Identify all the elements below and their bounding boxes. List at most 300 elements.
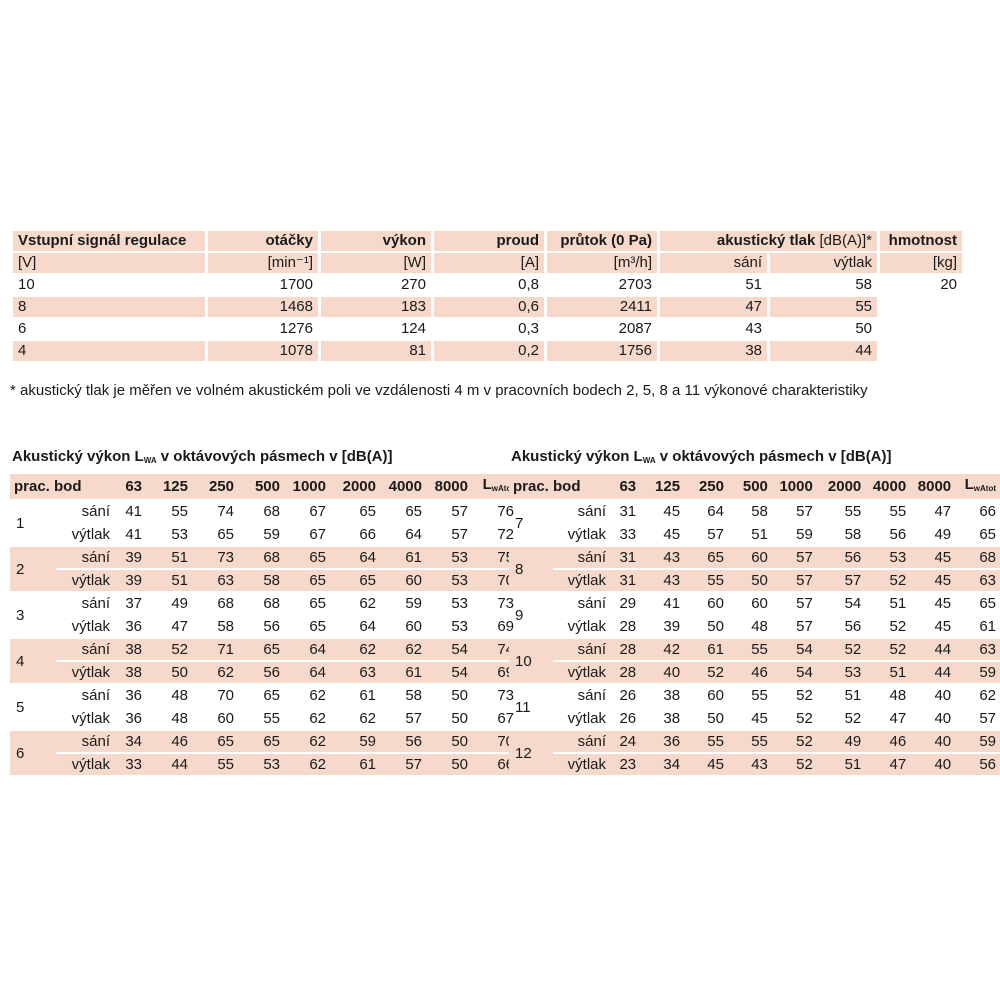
band-value: 62 — [217, 664, 234, 681]
cell-signal: 6 — [18, 320, 27, 337]
band-value: 62 — [359, 641, 376, 658]
cell-current: 0,6 — [434, 297, 544, 317]
band-value: 55 — [751, 687, 768, 704]
header-band: 4000 — [872, 478, 907, 495]
band-value: 46 — [751, 664, 768, 681]
suction-label: sání — [577, 595, 606, 612]
band-value: 61 — [405, 549, 422, 566]
header-flow: průtok (0 Pa) — [560, 232, 652, 249]
cell-rpm: 1700 — [279, 276, 313, 293]
footnote: * akustický tlak je měřen ve volném akustickém poli ve vzdálenosti 4 m v pracovních bodech 2, 5, 8 a 11 výkonové charakteristiky — [10, 382, 868, 399]
band-value: 55 — [707, 572, 724, 589]
table-row — [509, 685, 1000, 706]
total-value: 65 — [979, 595, 996, 612]
acoustic-title-left — [12, 448, 393, 465]
band-value: 61 — [359, 687, 376, 704]
header-sound-pressure-label: akustický tlak — [716, 232, 816, 249]
work-point-number: 5 — [16, 698, 25, 716]
band-value: 51 — [751, 526, 768, 543]
band-value: 66 — [359, 526, 376, 543]
band-value: 39 — [663, 618, 681, 635]
discharge-label: výtlak — [567, 710, 606, 727]
title-text: Akustický výkon L — [12, 448, 144, 465]
band-value: 65 — [359, 503, 376, 520]
work-point-number: 8 — [515, 560, 524, 578]
header-work-point: prac. bod — [513, 478, 581, 495]
band-value: 53 — [171, 526, 188, 543]
band-value: 73 — [217, 549, 234, 566]
band-value: 65 — [217, 733, 234, 750]
band-value: 54 — [844, 595, 862, 612]
band-value: 60 — [751, 549, 768, 566]
band-value: 40 — [663, 664, 681, 681]
acoustic-header-row — [509, 474, 1000, 499]
suction-label: sání — [81, 503, 110, 520]
band-value: 74 — [217, 503, 234, 520]
band-value: 26 — [619, 687, 637, 704]
band-value: 51 — [889, 664, 907, 681]
suction-label: sání — [81, 549, 110, 566]
band-value: 40 — [934, 710, 952, 727]
band-value: 43 — [663, 572, 681, 589]
table-row — [509, 593, 1000, 614]
total-value: 73 — [497, 595, 514, 612]
cell-rpm: 1078 — [208, 341, 318, 361]
title-text: Akustický výkon L — [511, 448, 643, 465]
acoustic-table-left — [10, 472, 518, 777]
band-value: 62 — [359, 595, 376, 612]
total-label: L — [964, 476, 974, 493]
cell-signal: 10 — [18, 276, 35, 293]
discharge-label: výtlak — [71, 526, 110, 543]
suction-label: sání — [577, 641, 606, 658]
unit-rpm: [min⁻¹] — [267, 254, 313, 271]
total-value: 68 — [979, 549, 996, 566]
band-value: 52 — [889, 618, 907, 635]
total-value: 73 — [497, 687, 514, 704]
total-value: 59 — [979, 733, 996, 750]
band-value: 70 — [217, 687, 234, 704]
band-value: 24 — [619, 733, 637, 750]
band-value: 65 — [263, 641, 280, 658]
band-value: 50 — [707, 710, 724, 727]
band-value: 47 — [934, 503, 952, 520]
table-row — [10, 708, 518, 729]
band-value: 65 — [309, 595, 326, 612]
band-value: 65 — [309, 572, 326, 589]
band-value: 52 — [796, 687, 813, 704]
header-band: 250 — [698, 478, 724, 495]
discharge-label: výtlak — [71, 618, 110, 635]
header-band: 63 — [125, 478, 142, 495]
unit-current: [A] — [520, 254, 539, 271]
band-value: 45 — [934, 572, 952, 589]
cell-signal: 8 — [13, 297, 205, 317]
band-value: 48 — [751, 618, 768, 635]
band-value: 60 — [405, 572, 422, 589]
header-band: 250 — [208, 478, 234, 495]
band-value: 60 — [217, 710, 234, 727]
total-value: 62 — [979, 687, 996, 704]
band-value: 53 — [451, 572, 468, 589]
suction-label: sání — [81, 687, 110, 704]
band-value: 50 — [451, 687, 468, 704]
cell-suction: 38 — [660, 341, 767, 361]
band-value: 61 — [405, 664, 422, 681]
cell-power: 124 — [400, 320, 426, 337]
band-value: 55 — [751, 641, 768, 658]
band-value: 45 — [663, 503, 681, 520]
cell-current: 0,8 — [518, 276, 539, 293]
band-value: 52 — [707, 664, 724, 681]
total-value: 72 — [497, 526, 514, 543]
discharge-label: výtlak — [567, 572, 606, 589]
band-value: 53 — [263, 756, 280, 773]
band-value: 45 — [934, 595, 952, 612]
header-band: 2000 — [827, 478, 862, 495]
band-value: 65 — [309, 618, 326, 635]
suction-label: sání — [577, 549, 606, 566]
cell-discharge: 44 — [770, 341, 877, 361]
cell-weight — [880, 341, 962, 361]
table-row — [10, 731, 518, 752]
band-value: 62 — [309, 687, 326, 704]
band-value: 65 — [359, 572, 376, 589]
band-value: 50 — [707, 618, 724, 635]
band-value: 50 — [451, 733, 468, 750]
band-value: 62 — [309, 733, 326, 750]
band-value: 40 — [934, 756, 952, 773]
cell-suction: 47 — [660, 297, 767, 317]
band-value: 57 — [796, 572, 813, 589]
band-value: 29 — [619, 595, 637, 612]
band-value: 39 — [125, 572, 142, 589]
header-power: výkon — [382, 232, 426, 249]
discharge-label: výtlak — [71, 756, 110, 773]
band-value: 71 — [217, 641, 234, 658]
band-value: 57 — [796, 503, 813, 520]
discharge-label: výtlak — [567, 618, 606, 635]
band-value: 46 — [171, 733, 188, 750]
cell-power: 81 — [321, 341, 431, 361]
band-value: 54 — [796, 641, 813, 658]
total-value: 67 — [497, 710, 514, 727]
header-rpm: otáčky — [265, 232, 313, 249]
total-value: 69 — [497, 664, 514, 681]
band-value: 47 — [171, 618, 188, 635]
work-point-number: 1 — [16, 514, 25, 532]
band-value: 31 — [619, 549, 637, 566]
band-value: 64 — [309, 664, 326, 681]
cell-discharge: 55 — [770, 297, 877, 317]
header-band: 500 — [742, 478, 768, 495]
total-label: L — [482, 476, 492, 493]
header-weight: hmotnost — [888, 232, 957, 249]
band-value: 61 — [707, 641, 724, 658]
band-value: 49 — [934, 526, 952, 543]
band-value: 37 — [125, 595, 142, 612]
band-value: 52 — [796, 710, 813, 727]
unit-power: [W] — [403, 254, 426, 271]
work-point-number: 6 — [16, 744, 25, 762]
cell-weight — [880, 297, 962, 317]
table-row — [509, 547, 1000, 568]
table-row — [509, 708, 1000, 729]
band-value: 52 — [796, 756, 813, 773]
band-value: 64 — [405, 526, 422, 543]
band-value: 41 — [125, 526, 142, 543]
band-value: 55 — [751, 733, 768, 750]
band-value: 53 — [451, 595, 468, 612]
band-value: 51 — [171, 572, 188, 589]
band-value: 50 — [751, 572, 768, 589]
table-row — [10, 616, 518, 637]
discharge-label: výtlak — [71, 710, 110, 727]
total-value: 69 — [497, 618, 514, 635]
band-value: 58 — [263, 572, 280, 589]
band-value: 44 — [171, 756, 188, 773]
work-point-number: 3 — [16, 606, 25, 624]
total-value: 61 — [979, 618, 996, 635]
suction-label: sání — [577, 733, 606, 750]
band-value: 53 — [844, 664, 862, 681]
total-value: 75 — [497, 549, 514, 566]
band-value: 61 — [359, 756, 376, 773]
band-value: 67 — [309, 526, 326, 543]
total-value: 63 — [979, 572, 996, 589]
band-value: 50 — [451, 710, 468, 727]
table-row — [509, 662, 1000, 683]
table-row — [509, 524, 1000, 545]
total-value: 66 — [497, 756, 514, 773]
band-value: 38 — [663, 710, 681, 727]
band-value: 68 — [263, 503, 280, 520]
band-value: 49 — [844, 733, 862, 750]
band-value: 51 — [844, 687, 862, 704]
band-value: 64 — [309, 641, 326, 658]
cell-discharge: 50 — [855, 320, 872, 337]
table-row — [10, 754, 518, 775]
band-value: 65 — [263, 687, 280, 704]
band-value: 23 — [619, 756, 637, 773]
cell-power: 183 — [321, 297, 431, 317]
unit-suction: sání — [733, 254, 762, 271]
band-value: 56 — [263, 664, 280, 681]
band-value: 62 — [359, 710, 376, 727]
band-value: 45 — [663, 526, 681, 543]
suction-label: sání — [577, 503, 606, 520]
band-value: 50 — [451, 756, 468, 773]
band-value: 56 — [844, 549, 862, 566]
band-value: 67 — [309, 503, 326, 520]
band-value: 56 — [263, 618, 280, 635]
work-point-number: 11 — [515, 698, 531, 716]
band-value: 56 — [405, 733, 422, 750]
table-row — [509, 616, 1000, 637]
band-value: 36 — [125, 618, 142, 635]
work-point-number: 4 — [16, 652, 25, 670]
table-row — [509, 639, 1000, 660]
unit-signal: [V] — [18, 254, 37, 271]
band-value: 52 — [844, 710, 862, 727]
discharge-label: výtlak — [567, 756, 606, 773]
table-row — [10, 524, 518, 545]
total-label-subscript: wAtot — [973, 484, 996, 493]
table-row — [13, 275, 962, 295]
band-value: 57 — [707, 526, 724, 543]
header-sound-pressure — [660, 231, 877, 251]
band-value: 57 — [451, 503, 468, 520]
acoustic-title-right — [511, 448, 892, 465]
cell-signal: 4 — [13, 341, 205, 361]
header-current: proud — [496, 232, 539, 249]
header-band: 125 — [162, 478, 188, 495]
band-value: 58 — [751, 503, 768, 520]
band-value: 64 — [707, 503, 724, 520]
band-value: 56 — [889, 526, 907, 543]
band-value: 53 — [889, 549, 907, 566]
band-value: 51 — [171, 549, 188, 566]
title-subscript: WA — [143, 456, 157, 465]
title-text-end: v oktávových pásmech v [dB(A)] — [655, 448, 892, 465]
table-row — [509, 731, 1000, 752]
band-value: 59 — [263, 526, 280, 543]
cell-current: 0,2 — [434, 341, 544, 361]
table-row — [13, 319, 962, 339]
band-value: 55 — [707, 733, 724, 750]
band-value: 43 — [663, 549, 681, 566]
band-value: 60 — [751, 595, 768, 612]
cell-power: 270 — [400, 276, 426, 293]
table-row — [509, 754, 1000, 775]
band-value: 54 — [451, 664, 468, 681]
band-value: 63 — [359, 664, 376, 681]
cell-suction: 43 — [745, 320, 762, 337]
band-value: 45 — [934, 618, 952, 635]
suction-label: sání — [81, 733, 110, 750]
band-value: 55 — [263, 710, 280, 727]
band-value: 45 — [934, 549, 952, 566]
band-value: 58 — [405, 687, 422, 704]
header-work-point: prac. bod — [14, 478, 82, 495]
band-value: 57 — [844, 572, 862, 589]
table-row — [10, 547, 518, 568]
band-value: 48 — [889, 687, 907, 704]
header-band: 2000 — [342, 478, 376, 495]
band-value: 57 — [796, 549, 813, 566]
band-value: 44 — [934, 664, 952, 681]
band-value: 28 — [619, 641, 637, 658]
band-value: 28 — [619, 618, 637, 635]
band-value: 26 — [619, 710, 637, 727]
band-value: 39 — [125, 549, 142, 566]
total-value: 66 — [979, 503, 996, 520]
header-band: 63 — [619, 478, 637, 495]
work-point-number: 9 — [515, 606, 524, 624]
band-value: 65 — [263, 733, 280, 750]
total-value: 76 — [497, 503, 514, 520]
header-sound-pressure-unit: [dB(A)]* — [819, 232, 872, 249]
work-point-number: 7 — [515, 514, 524, 532]
band-value: 52 — [889, 572, 907, 589]
band-value: 58 — [217, 618, 234, 635]
band-value: 47 — [889, 756, 907, 773]
discharge-label: výtlak — [567, 664, 606, 681]
band-value: 62 — [309, 710, 326, 727]
total-value: 70 — [497, 733, 514, 750]
band-value: 44 — [934, 641, 952, 658]
band-value: 34 — [125, 733, 142, 750]
band-value: 60 — [707, 595, 724, 612]
total-value: 70 — [497, 572, 514, 589]
band-value: 59 — [405, 595, 422, 612]
title-subscript: WA — [642, 456, 656, 465]
band-value: 52 — [889, 641, 907, 658]
band-value: 54 — [796, 664, 813, 681]
band-value: 62 — [309, 756, 326, 773]
suction-label: sání — [577, 687, 606, 704]
band-value: 51 — [889, 595, 907, 612]
band-value: 55 — [889, 503, 907, 520]
cell-flow: 2087 — [618, 320, 652, 337]
band-value: 63 — [217, 572, 234, 589]
header-total-power — [955, 474, 1000, 499]
band-value: 59 — [796, 526, 813, 543]
suction-label: sání — [81, 595, 110, 612]
cell-flow: 2411 — [547, 297, 657, 317]
band-value: 58 — [844, 526, 862, 543]
cell-flow: 2703 — [618, 276, 652, 293]
unit-discharge: výtlak — [833, 254, 872, 271]
header-band: 4000 — [388, 478, 422, 495]
band-value: 45 — [751, 710, 768, 727]
band-value: 31 — [619, 503, 637, 520]
band-value: 36 — [663, 733, 681, 750]
band-value: 48 — [171, 687, 188, 704]
total-value: 65 — [979, 526, 996, 543]
table-row — [10, 685, 518, 706]
band-value: 65 — [309, 549, 326, 566]
band-value: 28 — [619, 664, 637, 681]
band-value: 68 — [263, 549, 280, 566]
table-row — [13, 297, 962, 317]
band-value: 33 — [125, 756, 142, 773]
total-value: 56 — [979, 756, 996, 773]
band-value: 64 — [359, 549, 376, 566]
total-value: 57 — [979, 710, 996, 727]
band-value: 52 — [171, 641, 188, 658]
cell-rpm: 1276 — [279, 320, 313, 337]
table-row — [10, 593, 518, 614]
cell-discharge: 58 — [855, 276, 872, 293]
band-value: 31 — [619, 572, 637, 589]
band-value: 65 — [707, 549, 724, 566]
header-band: 1000 — [779, 478, 813, 495]
unit-weight: [kg] — [932, 254, 957, 271]
cell-rpm: 1468 — [208, 297, 318, 317]
cell-weight: 20 — [940, 276, 957, 293]
table-row — [10, 501, 518, 522]
total-label-subscript: wAtot — [491, 484, 514, 493]
header-signal: Vstupní signál regulace — [18, 232, 187, 249]
band-value: 33 — [619, 526, 637, 543]
work-point-number: 2 — [16, 560, 25, 578]
band-value: 56 — [844, 618, 862, 635]
table-row — [509, 570, 1000, 591]
band-value: 57 — [405, 710, 422, 727]
suction-label: sání — [81, 641, 110, 658]
total-value: 59 — [979, 664, 996, 681]
